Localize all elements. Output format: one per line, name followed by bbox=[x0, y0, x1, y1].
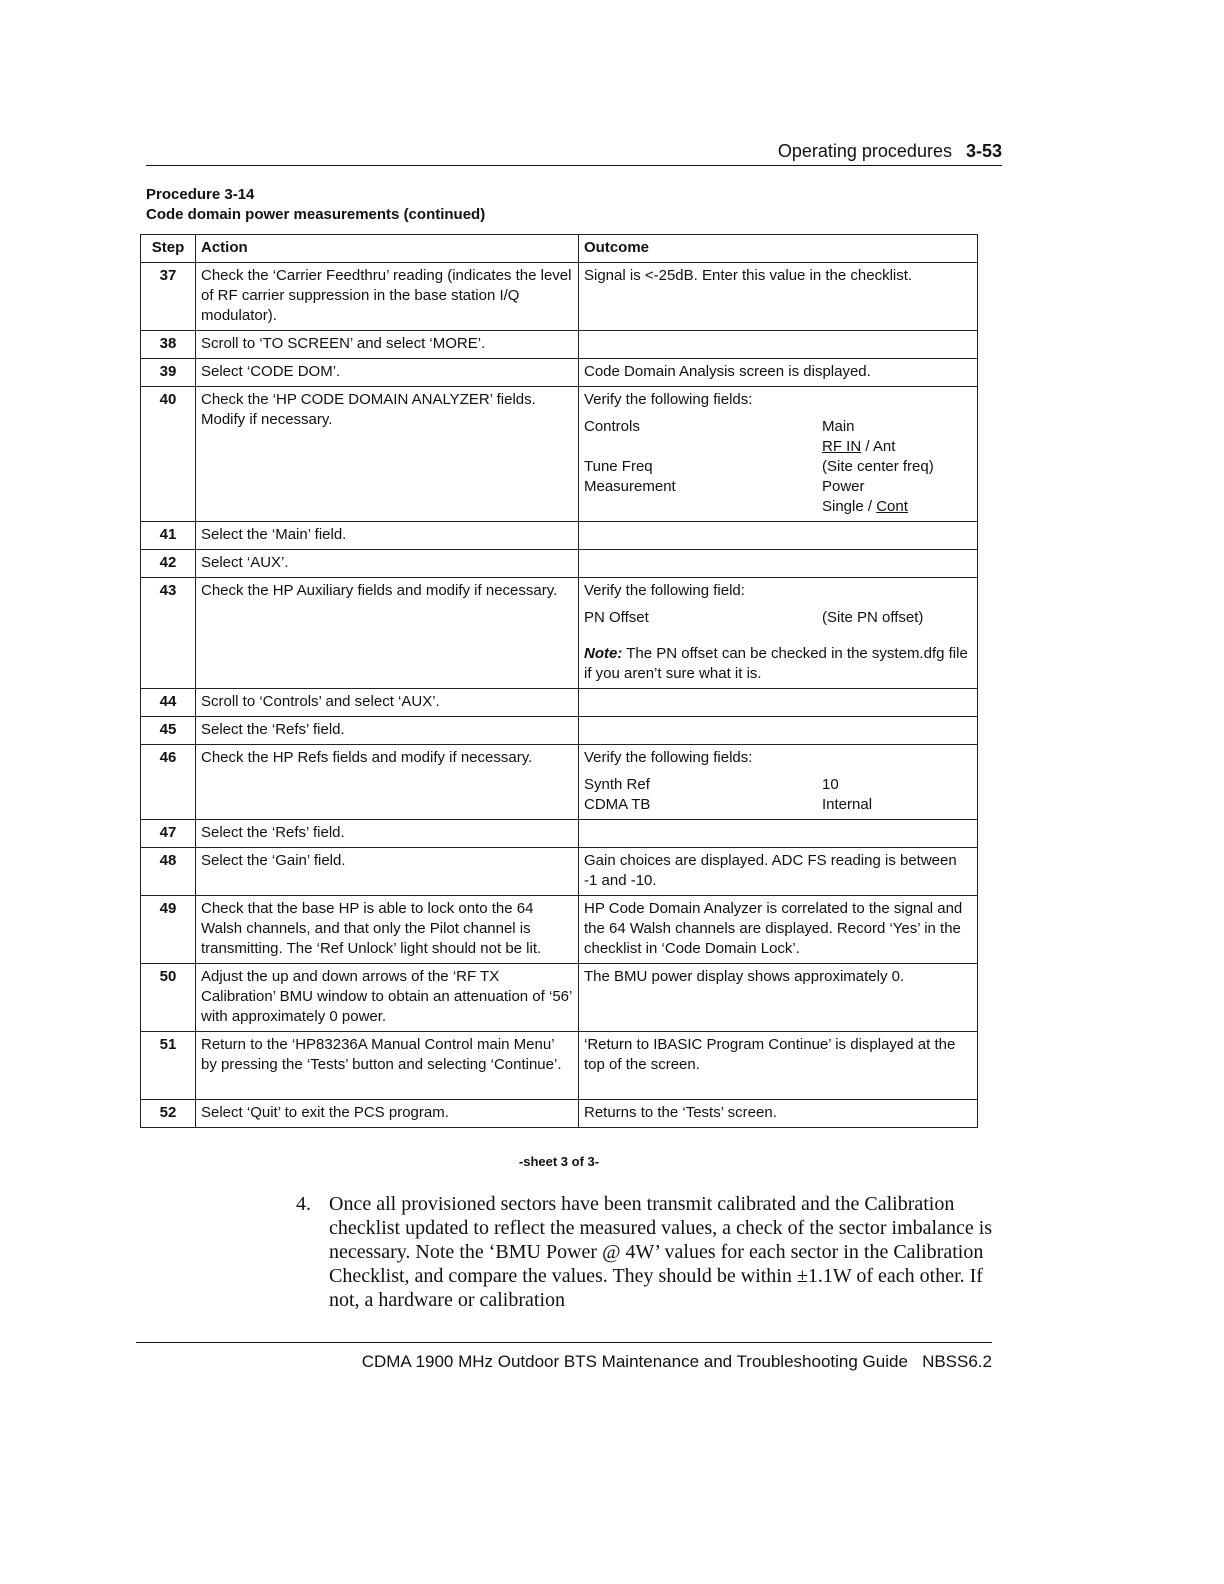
step-number: 46 bbox=[141, 745, 196, 820]
step-action: Scroll to ‘TO SCREEN’ and select ‘MORE’. bbox=[196, 331, 579, 359]
step-action: Adjust the up and down arrows of the ‘RF TX Calibration’ BMU window to obtain an attenuation of ‘56’ with approximately 0 power. bbox=[196, 964, 579, 1032]
step-number: 41 bbox=[141, 522, 196, 550]
field-value: / Ant bbox=[861, 438, 896, 455]
step-action: Select ‘CODE DOM’. bbox=[196, 359, 579, 387]
field-value: Main bbox=[822, 418, 855, 435]
note-text: The PN offset can be checked in the system.dfg file if you aren’t sure what it is. bbox=[584, 645, 968, 682]
field-row-controls bbox=[584, 417, 972, 457]
table-row bbox=[141, 896, 978, 964]
step-outcome: Returns to the ‘Tests’ screen. bbox=[579, 1100, 978, 1128]
field-label: Controls bbox=[584, 418, 640, 435]
outcome-intro: Verify the following field: bbox=[584, 582, 745, 599]
table-row bbox=[141, 717, 978, 745]
step-outcome bbox=[579, 331, 978, 359]
section-title: Operating procedures bbox=[777, 141, 952, 161]
table-row bbox=[141, 578, 978, 689]
step-action: Select ‘AUX’. bbox=[196, 550, 579, 578]
step-action: Check that the base HP is able to lock onto the 64 Walsh channels, and that only the Pilot channel is transmitting. The ‘Ref Unlock’ light should not be lit. bbox=[196, 896, 579, 964]
step-number: 38 bbox=[141, 331, 196, 359]
table-row bbox=[141, 1032, 978, 1100]
outcome-header: Outcome bbox=[579, 235, 978, 263]
step-action: Select the ‘Main’ field. bbox=[196, 522, 579, 550]
procedure-number: Procedure 3-14 bbox=[146, 186, 255, 203]
step-outcome: The BMU power display shows approximately 0. bbox=[579, 964, 978, 1032]
table-row bbox=[141, 331, 978, 359]
field-row-tune bbox=[584, 457, 972, 477]
step-outcome: Code Domain Analysis screen is displayed. bbox=[579, 359, 978, 387]
field-value: Single / bbox=[822, 498, 877, 515]
step-action: Select ‘Quit’ to exit the PCS program. bbox=[196, 1100, 579, 1128]
field-label: CDMA TB bbox=[584, 796, 651, 813]
field-value: Power bbox=[822, 478, 865, 495]
procedure-title: Code domain power measurements (continued) bbox=[146, 206, 486, 223]
field-label: Measurement bbox=[584, 478, 676, 495]
step-number: 45 bbox=[141, 717, 196, 745]
field-value-selected: RF IN bbox=[822, 438, 862, 455]
table-row bbox=[141, 964, 978, 1032]
step-number: 39 bbox=[141, 359, 196, 387]
step-outcome bbox=[579, 578, 978, 689]
note bbox=[584, 644, 972, 684]
field-value: 10 bbox=[822, 776, 839, 793]
step-action: Check the ‘HP CODE DOMAIN ANALYZER’ fields. Modify if necessary. bbox=[196, 387, 579, 522]
step-action: Scroll to ‘Controls’ and select ‘AUX’. bbox=[196, 689, 579, 717]
step-number: 51 bbox=[141, 1032, 196, 1100]
field-row-cdma-tb bbox=[584, 795, 972, 815]
step-outcome: ‘Return to IBASIC Program Continue’ is displayed at the top of the screen. bbox=[579, 1032, 978, 1100]
step-action: Select the ‘Gain’ field. bbox=[196, 848, 579, 896]
table-row bbox=[141, 689, 978, 717]
step-number: 49 bbox=[141, 896, 196, 964]
table-row bbox=[141, 550, 978, 578]
step-number: 47 bbox=[141, 820, 196, 848]
field-value: (Site center freq) bbox=[822, 458, 934, 475]
step-number: 43 bbox=[141, 578, 196, 689]
field-value: (Site PN offset) bbox=[822, 609, 924, 626]
step-action: Check the HP Refs fields and modify if necessary. bbox=[196, 745, 579, 820]
step-outcome: Gain choices are displayed. ADC FS reading is between -1 and -10. bbox=[579, 848, 978, 896]
step-action: Select the ‘Refs’ field. bbox=[196, 820, 579, 848]
field-value-selected: Cont bbox=[876, 498, 908, 515]
table-header-row bbox=[141, 235, 978, 263]
table-row bbox=[141, 522, 978, 550]
step-number: 52 bbox=[141, 1100, 196, 1128]
table-row bbox=[141, 820, 978, 848]
list-number: 4. bbox=[296, 1193, 311, 1215]
table-row bbox=[141, 848, 978, 896]
table-row bbox=[141, 387, 978, 522]
field-label: Tune Freq bbox=[584, 458, 653, 475]
step-action: Check the ‘Carrier Feedthru’ reading (indicates the level of RF carrier suppression in the base station I/Q modulator). bbox=[196, 263, 579, 331]
step-outcome bbox=[579, 550, 978, 578]
page-footer bbox=[136, 1342, 992, 1372]
step-number: 37 bbox=[141, 263, 196, 331]
step-outcome bbox=[579, 717, 978, 745]
step-number: 48 bbox=[141, 848, 196, 896]
field-row-synth-ref bbox=[584, 775, 972, 795]
step-action: Select the ‘Refs’ field. bbox=[196, 717, 579, 745]
field-row-pn-offset bbox=[584, 608, 972, 628]
sheet-label: -sheet 3 of 3- bbox=[518, 1154, 600, 1169]
step-header: Step bbox=[141, 235, 196, 263]
step-outcome bbox=[579, 820, 978, 848]
procedure-caption bbox=[146, 185, 485, 225]
table-row bbox=[141, 1100, 978, 1128]
outcome-intro: Verify the following fields: bbox=[584, 749, 753, 766]
step-number: 40 bbox=[141, 387, 196, 522]
outcome-intro: Verify the following fields: bbox=[584, 391, 753, 408]
step-action: Check the HP Auxiliary fields and modify if necessary. bbox=[196, 578, 579, 689]
table-row bbox=[141, 359, 978, 387]
step-outcome bbox=[579, 689, 978, 717]
step-action: Return to the ‘HP83236A Manual Control main Menu’ by pressing the ‘Tests’ button and selecting ‘Continue’. bbox=[196, 1032, 579, 1100]
step-outcome: Signal is <-25dB. Enter this value in the checklist. bbox=[579, 263, 978, 331]
field-value: Internal bbox=[822, 796, 873, 813]
page-header bbox=[146, 141, 1002, 166]
step-outcome bbox=[579, 745, 978, 820]
table-row bbox=[141, 263, 978, 331]
step-number: 50 bbox=[141, 964, 196, 1032]
paragraph-text: Once all provisioned sectors have been transmit calibrated and the Calibration checklist updated to reflect the measured values, a check of the sector imbalance is necessary. Note the ‘BMU Power @ 4W’ values for each sector in the Calibration Checklist, and compare the values. They should be within ±1.1W of each other. If not, a hardware or calibration bbox=[329, 1193, 993, 1311]
field-label: PN Offset bbox=[584, 609, 649, 626]
step-outcome bbox=[579, 387, 978, 522]
action-header: Action bbox=[196, 235, 579, 263]
step-outcome: HP Code Domain Analyzer is correlated to the signal and the 64 Walsh channels are displayed. Record ‘Yes’ in the checklist in ‘Code Domain Lock’. bbox=[579, 896, 978, 964]
footer-text: CDMA 1900 MHz Outdoor BTS Maintenance and Troubleshooting Guide NBSS6.2 bbox=[361, 1352, 992, 1371]
field-row-measurement bbox=[584, 477, 972, 517]
note-label: Note: bbox=[584, 645, 623, 662]
step-number: 42 bbox=[141, 550, 196, 578]
field-label: Synth Ref bbox=[584, 776, 650, 793]
page-number: 3-53 bbox=[965, 141, 1002, 161]
procedure-table bbox=[140, 234, 978, 1128]
body-paragraph bbox=[296, 1192, 996, 1312]
step-number: 44 bbox=[141, 689, 196, 717]
step-outcome bbox=[579, 522, 978, 550]
table-row bbox=[141, 745, 978, 820]
